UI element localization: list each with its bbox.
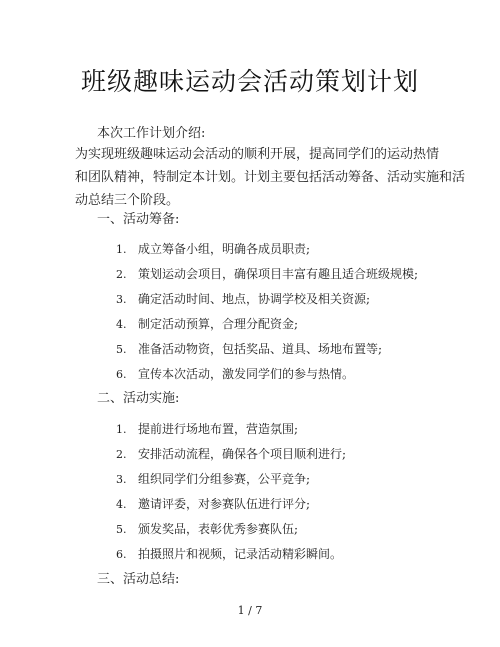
- section-heading-summary: 三、活动总结:: [97, 572, 180, 587]
- preparation-list: [116, 237, 418, 387]
- list-item: [116, 517, 346, 542]
- list-item: [116, 492, 346, 517]
- list-item-text: 成立筹备小组，明确各成员职责;: [138, 242, 311, 256]
- list-item-text: 制定活动预算，合理分配资金;: [138, 317, 299, 331]
- list-item-number: 5.: [116, 523, 127, 536]
- list-item-text: 宣传本次活动，激发同学们的参与热情。: [138, 367, 355, 381]
- list-item-text: 准备活动物资，包括奖品、道具、场地布置等;: [138, 342, 383, 356]
- intro-line: 动总结三个阶段。: [75, 193, 180, 208]
- section-heading-implementation: 二、活动实施:: [97, 391, 180, 406]
- list-item-number: 2.: [116, 268, 127, 281]
- list-item-number: 6.: [116, 368, 127, 381]
- list-item: [116, 287, 418, 312]
- implementation-list: [116, 417, 346, 567]
- section-heading-preparation: 一、活动筹备:: [97, 212, 180, 227]
- list-item: [116, 312, 418, 337]
- list-item-number: 1.: [116, 423, 127, 436]
- list-item-text: 安排活动流程，确保各个项目顺利进行;: [138, 447, 347, 461]
- list-item-number: 4.: [116, 498, 127, 511]
- page-indicator: 1 / 7: [237, 604, 263, 617]
- list-item: [116, 262, 418, 287]
- list-item-number: 2.: [116, 448, 127, 461]
- list-item-text: 邀请评委，对参赛队伍进行评分;: [138, 497, 311, 511]
- list-item-number: 4.: [116, 318, 127, 331]
- list-item: [116, 237, 418, 262]
- intro-paragraph: [75, 143, 466, 212]
- intro-line: 为实现班级趣味运动会活动的顺利开展，提高同学们的运动热情: [75, 147, 440, 162]
- list-item: [116, 542, 346, 567]
- list-item-number: 3.: [116, 293, 127, 306]
- list-item-number: 1.: [116, 243, 127, 256]
- list-item-number: 3.: [116, 473, 127, 486]
- list-item-text: 颁发奖品，表彰优秀参赛队伍;: [138, 522, 299, 536]
- list-item-number: 6.: [116, 548, 127, 561]
- list-item-text: 组织同学们分组参赛，公平竞争;: [138, 472, 311, 486]
- intro-heading: 本次工作计划介绍:: [97, 126, 206, 141]
- list-item-text: 确定活动时间、地点，协调学校及相关资源;: [138, 292, 371, 306]
- list-item-text: 策划运动会项目，确保项目丰富有趣且适合班级规模;: [138, 267, 419, 281]
- list-item: [116, 442, 346, 467]
- list-item: [116, 337, 418, 362]
- intro-line: 和团队精神，特制定本计划。计划主要包括活动筹备、活动实施和活: [75, 170, 466, 185]
- list-item: [116, 467, 346, 492]
- list-item-number: 5.: [116, 343, 127, 356]
- list-item: [116, 362, 418, 387]
- list-item: [116, 417, 346, 442]
- list-item-text: 拍摄照片和视频，记录活动精彩瞬间。: [138, 547, 343, 561]
- document-title: 班级趣味运动会活动策划计划: [80, 67, 419, 96]
- list-item-text: 提前进行场地布置，营造氛围;: [138, 422, 299, 436]
